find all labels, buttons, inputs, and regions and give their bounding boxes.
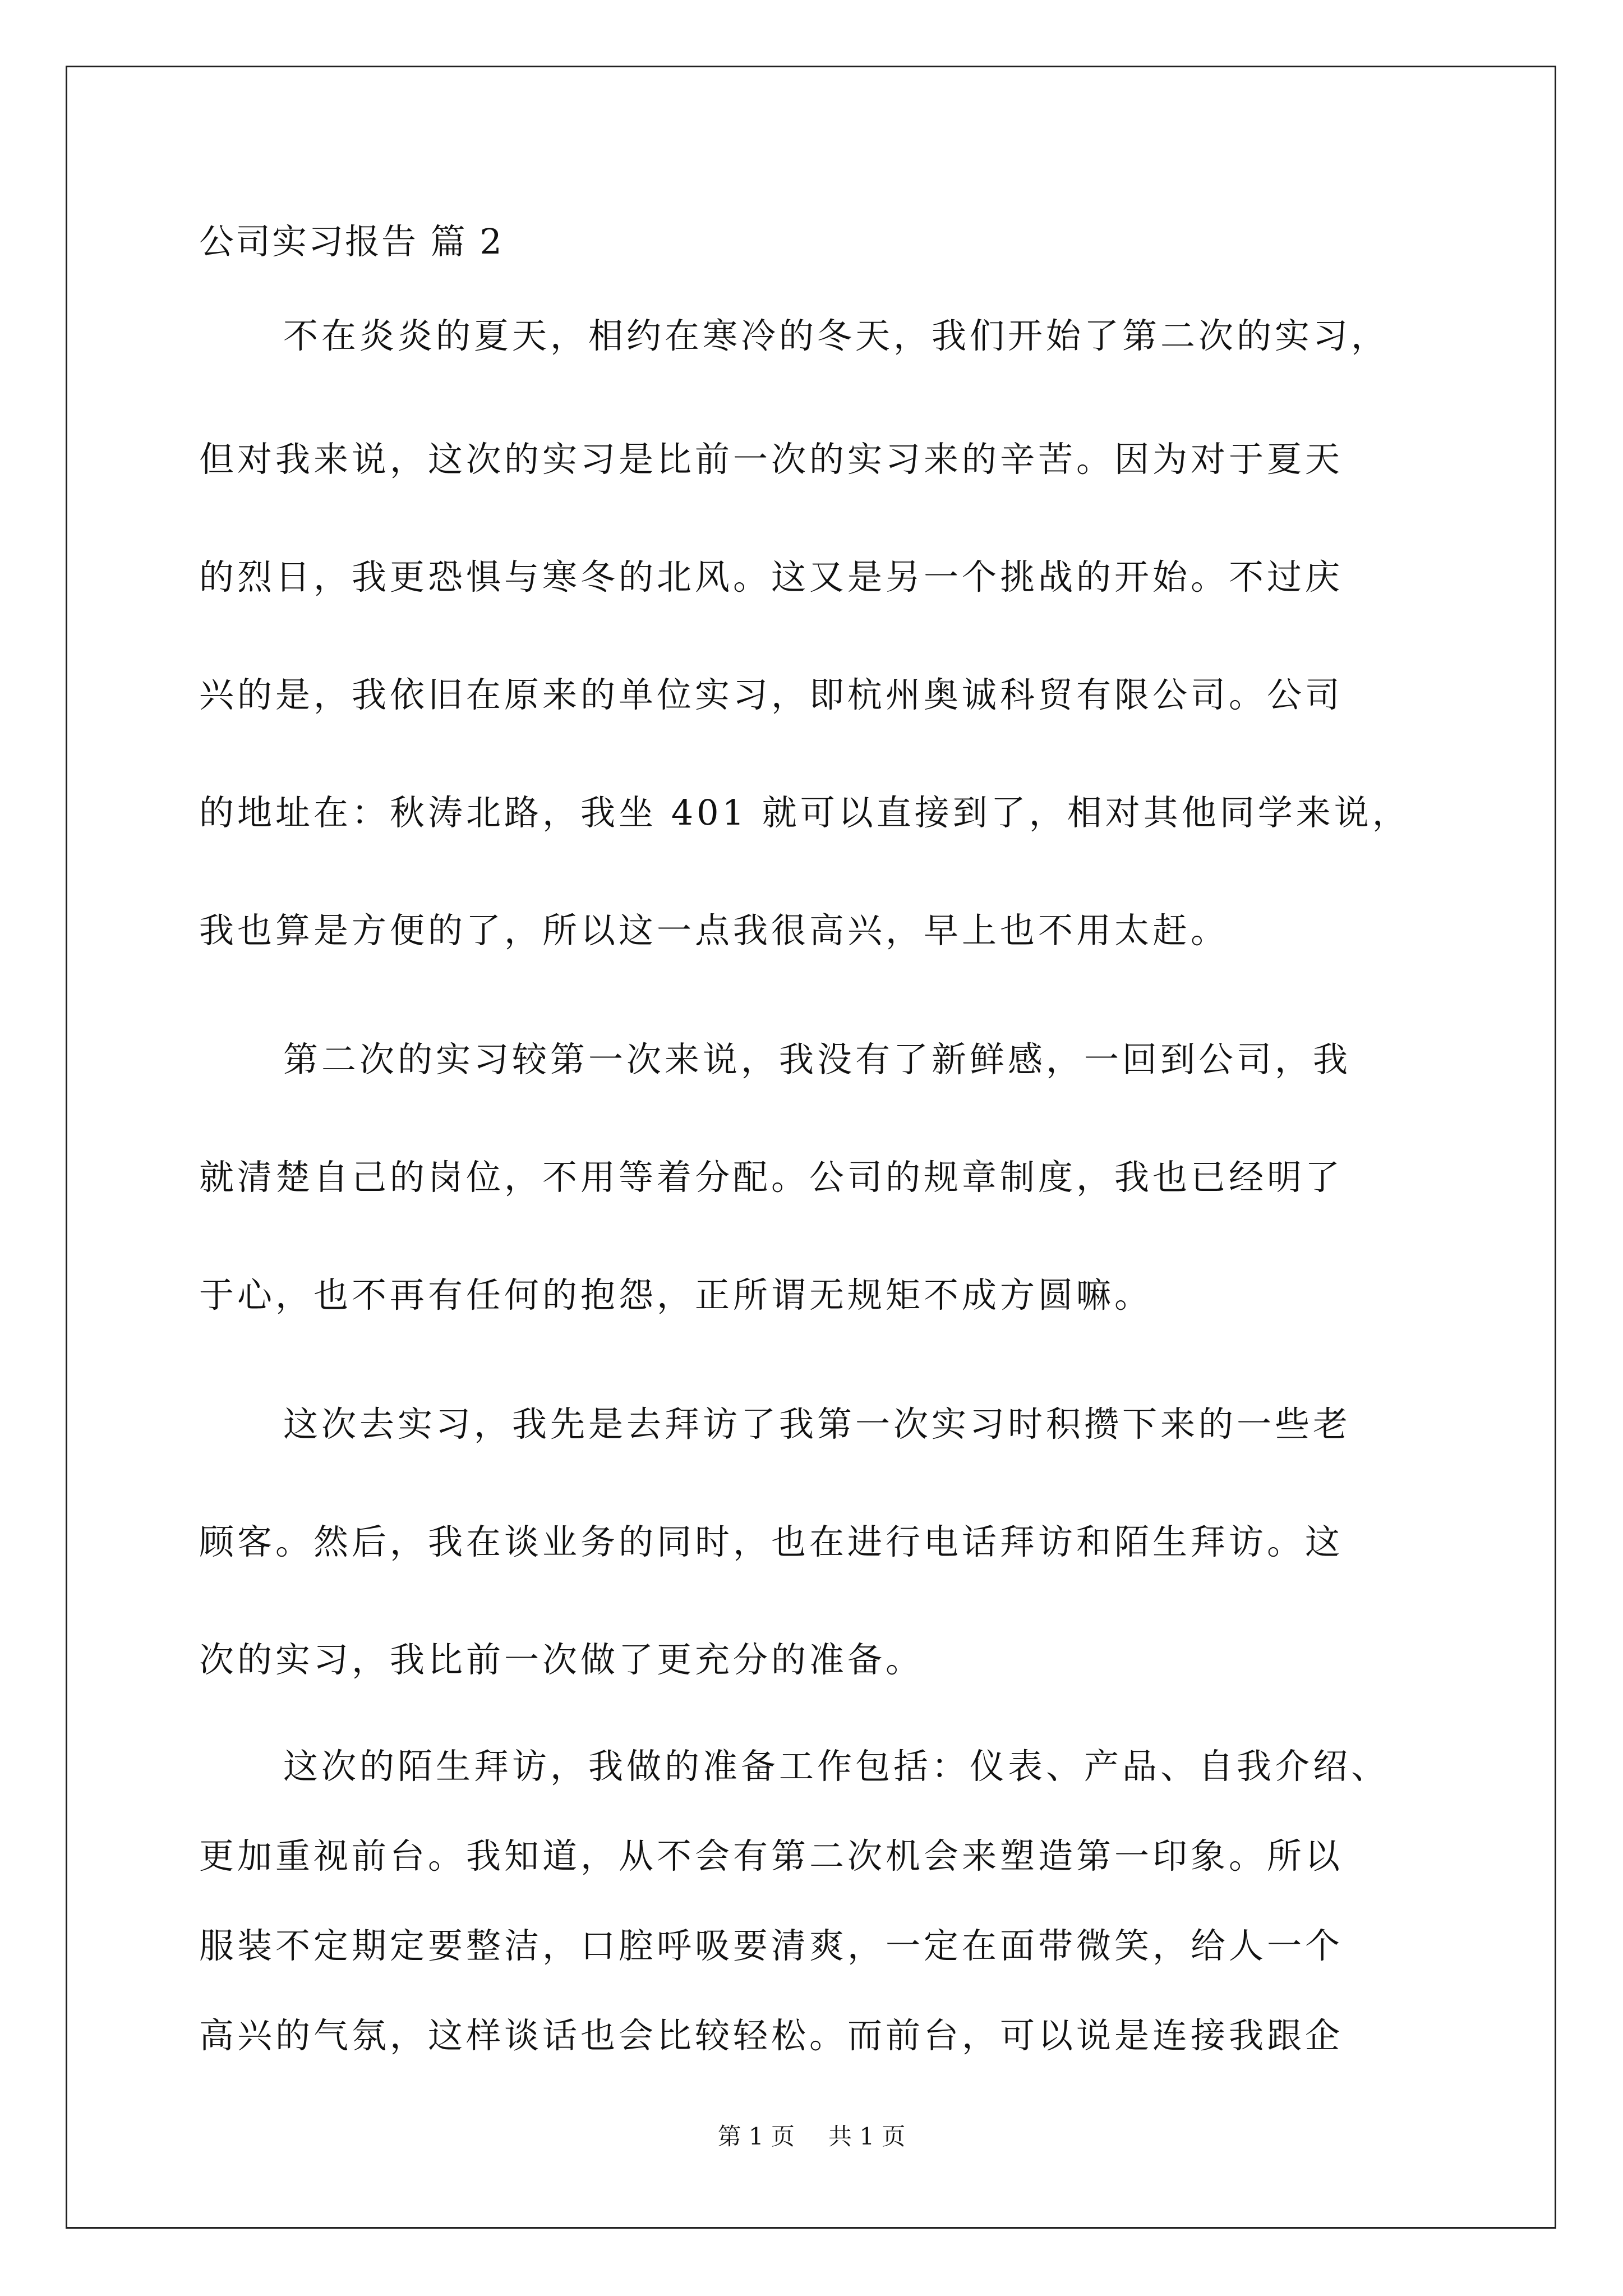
page-number-total: 共 1 页 — [828, 2123, 906, 2150]
paragraph-3-line-2: 顾客。然后，我在谈业务的同时，也在进行电话拜访和陌生拜访。这 — [199, 1521, 1344, 1562]
paragraph-1-line-4: 兴的是，我依旧在原来的单位实习，即杭州奥诚科贸有限公司。公司 — [199, 674, 1344, 715]
page-footer — [0, 2125, 1623, 2148]
page-border — [66, 66, 1556, 2229]
page-number-current: 第 1 页 — [717, 2123, 795, 2150]
paragraph-1-line-5: 的地址在：秋涛北路，我坐 401 就可以直接到了，相对其他同学来说， — [199, 792, 1410, 833]
paragraph-3-line-1: 这次去实习，我先是去拜访了我第一次实习时积攒下来的一些老 — [283, 1404, 1352, 1444]
paragraph-1-line-6: 我也算是方便的了，所以这一点我很高兴，早上也不用太赶。 — [199, 910, 1229, 951]
paragraph-1-line-1: 不在炎炎的夏天，相约在寒冷的冬天，我们开始了第二次的实习， — [283, 315, 1390, 356]
paragraph-4-line-4: 高兴的气氛，这样谈话也会比较轻松。而前台，可以说是连接我跟企 — [199, 2015, 1344, 2056]
paragraph-4-line-2: 更加重视前台。我知道，从不会有第二次机会来塑造第一印象。所以 — [199, 1835, 1344, 1876]
document-title: 公司实习报告 篇 2 — [199, 221, 504, 262]
paragraph-2-line-1: 第二次的实习较第一次来说，我没有了新鲜感，一回到公司，我 — [283, 1039, 1352, 1080]
paragraph-3-line-3: 次的实习，我比前一次做了更充分的准备。 — [199, 1639, 924, 1680]
paragraph-2-line-2: 就清楚自己的岗位，不用等着分配。公司的规章制度，我也已经明了 — [199, 1157, 1344, 1198]
paragraph-4-line-3: 服装不定期定要整洁，口腔呼吸要清爽，一定在面带微笑，给人一个 — [199, 1925, 1344, 1966]
paragraph-1-line-3: 的烈日，我更恐惧与寒冬的北风。这又是另一个挑战的开始。不过庆 — [199, 556, 1344, 597]
paragraph-4-line-1: 这次的陌生拜访，我做的准备工作包括：仪表、产品、自我介绍、 — [283, 1746, 1390, 1787]
paragraph-2-line-3: 于心，也不再有任何的抱怨，正所谓无规矩不成方圆嘛。 — [199, 1274, 1153, 1315]
paragraph-1-line-2: 但对我来说，这次的实习是比前一次的实习来的辛苦。因为对于夏天 — [199, 439, 1344, 480]
